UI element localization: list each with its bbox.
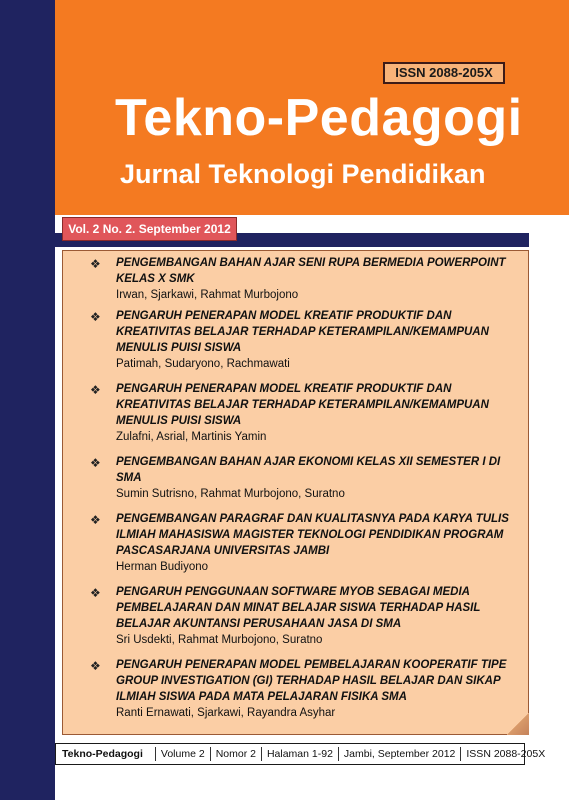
article-entry[interactable] bbox=[90, 308, 520, 372]
article-title: PENGEMBANGAN PARAGRAF DAN KUALITASNYA PADA KARYA TULIS ILMIAH MAHASISWA MAGISTER TEKNOLOGI PENDIDIKAN PROGRAM PASCASARJANA UNIVERSITAS JAMBI bbox=[116, 513, 509, 557]
diamond-bullet-icon: ❖ bbox=[90, 257, 101, 271]
article-authors: Zulafni, Asrial, Martinis Yamin bbox=[116, 431, 267, 443]
article-entry[interactable] bbox=[90, 381, 520, 445]
footer-citation-bar bbox=[55, 743, 546, 765]
page-curl-shadow-cover bbox=[510, 736, 540, 742]
footer-issn: ISSN 2088-205X bbox=[460, 747, 550, 761]
article-authors: Sri Usdekti, Rahmat Murbojono, Suratno bbox=[116, 634, 323, 646]
article-title: PENGARUH PENERAPAN MODEL PEMBELAJARAN KOOPERATIF TIPE GROUP INVESTIGATION (GI) TERHADAP HASIL BELAJAR DAN SIKAP ILMIAH SISWA PADA MATA PELAJARAN FISIKA SMA bbox=[116, 659, 507, 703]
journal-title: Tekno-Pedagogi bbox=[115, 89, 523, 147]
article-title: PENGEMBANGAN BAHAN AJAR EKONOMI KELAS XII SEMESTER I DI SMA bbox=[116, 456, 501, 484]
article-authors: Herman Budiyono bbox=[116, 561, 209, 573]
footer-number: Nomor 2 bbox=[210, 747, 261, 761]
article-list bbox=[90, 255, 520, 721]
footer-place-date: Jambi, September 2012 bbox=[338, 747, 460, 761]
article-entry[interactable] bbox=[90, 657, 520, 721]
article-entry[interactable] bbox=[90, 454, 520, 502]
footer-pages: Halaman 1-92 bbox=[261, 747, 338, 761]
diamond-bullet-icon: ❖ bbox=[90, 456, 101, 470]
left-navy-band bbox=[0, 0, 55, 800]
article-authors: Patimah, Sudaryono, Rachmawati bbox=[116, 358, 290, 370]
diamond-bullet-icon: ❖ bbox=[90, 383, 101, 397]
article-title: PENGARUH PENGGUNAAN SOFTWARE MYOB SEBAGAI MEDIA PEMBELAJARAN DAN MINAT BELAJAR SISWA TERHADAP HASIL BELAJAR AKUNTANSI PERUSAHAAN JASA DI SMA bbox=[116, 586, 481, 630]
footer-journal: Tekno-Pedagogi bbox=[62, 748, 143, 760]
footer-volume: Volume 2 bbox=[155, 747, 210, 761]
article-authors: Ranti Ernawati, Sjarkawi, Rayandra Asyhar bbox=[116, 707, 336, 719]
article-authors: Sumin Sutrisno, Rahmat Murbojono, Suratno bbox=[116, 488, 345, 500]
article-title: PENGARUH PENERAPAN MODEL KREATIF PRODUKTIF DAN KREATIVITAS BELAJAR TERHADAP KETERAMPILAN/KEMAMPUAN MENULIS PUISI SISWA bbox=[116, 383, 489, 427]
diamond-bullet-icon: ❖ bbox=[90, 659, 101, 673]
article-entry[interactable] bbox=[90, 511, 520, 575]
article-title: PENGARUH PENERAPAN MODEL KREATIF PRODUKTIF DAN KREATIVITAS BELAJAR TERHADAP KETERAMPILAN/KEMAMPUAN MENULIS PUISI SISWA bbox=[116, 310, 489, 354]
volume-issue-label: Vol. 2 No. 2. September 2012 bbox=[62, 217, 237, 241]
article-authors: Irwan, Sjarkawi, Rahmat Murbojono bbox=[116, 289, 299, 301]
diamond-bullet-icon: ❖ bbox=[90, 310, 101, 324]
article-title: PENGEMBANGAN BAHAN AJAR SENI RUPA BERMEDIA POWERPOINT KELAS X SMK bbox=[116, 257, 506, 285]
issn-badge: ISSN 2088-205X bbox=[383, 62, 505, 84]
diamond-bullet-icon: ❖ bbox=[90, 513, 101, 527]
article-entry[interactable] bbox=[90, 255, 520, 303]
article-entry[interactable] bbox=[90, 584, 520, 648]
diamond-bullet-icon: ❖ bbox=[90, 586, 101, 600]
journal-subtitle: Jurnal Teknologi Pendidikan bbox=[120, 159, 486, 189]
